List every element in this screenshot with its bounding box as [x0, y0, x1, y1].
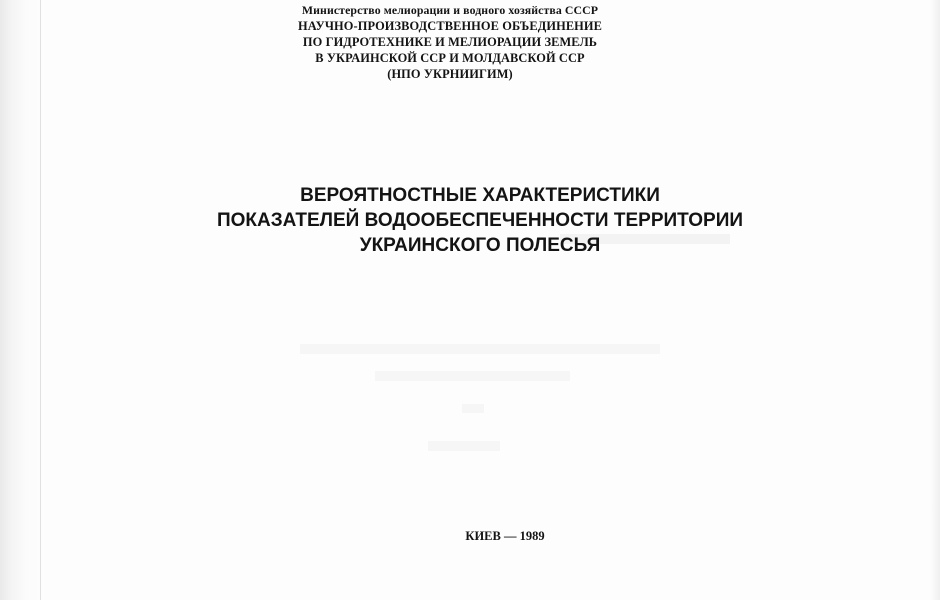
title-line-3: УКРАИНСКОГО ПОЛЕСЬЯ	[359, 235, 601, 256]
document-title	[180, 183, 780, 258]
publisher-header	[250, 2, 650, 82]
title-line-2: ПОКАЗАТЕЛЕЙ ВОДООБЕСПЕЧЕННОСТИ ТЕРРИТОРИИ	[216, 210, 744, 231]
place-and-year: КИЕВ — 1989	[465, 529, 545, 543]
show-through-mark	[375, 371, 570, 381]
organization-name-line-1: НАУЧНО-ПРОИЗВОДСТВЕННОЕ ОБЪЕДИНЕНИЕ	[297, 19, 603, 33]
binding-fold-line	[40, 0, 41, 600]
title-line-1: ВЕРОЯТНОСТНЫЕ ХАРАКТЕРИСТИКИ	[300, 185, 660, 206]
scan-binding-edge	[0, 0, 40, 600]
organization-name-line-3: В УКРАИНСКОЙ ССР И МОЛДАВСКОЙ ССР	[315, 51, 585, 65]
scan-right-edge	[930, 0, 940, 600]
show-through-mark	[428, 441, 500, 451]
ministry-name: Министерство мелиорации и водного хозяйства СССР	[301, 3, 599, 17]
organization-name-line-2: ПО ГИДРОТЕХНИКЕ И МЕЛИОРАЦИИ ЗЕМЕЛЬ	[302, 35, 598, 49]
show-through-mark	[300, 344, 660, 354]
show-through-mark	[462, 404, 484, 413]
organization-abbreviation: (НПО УКРНИИГИМ)	[387, 67, 513, 81]
